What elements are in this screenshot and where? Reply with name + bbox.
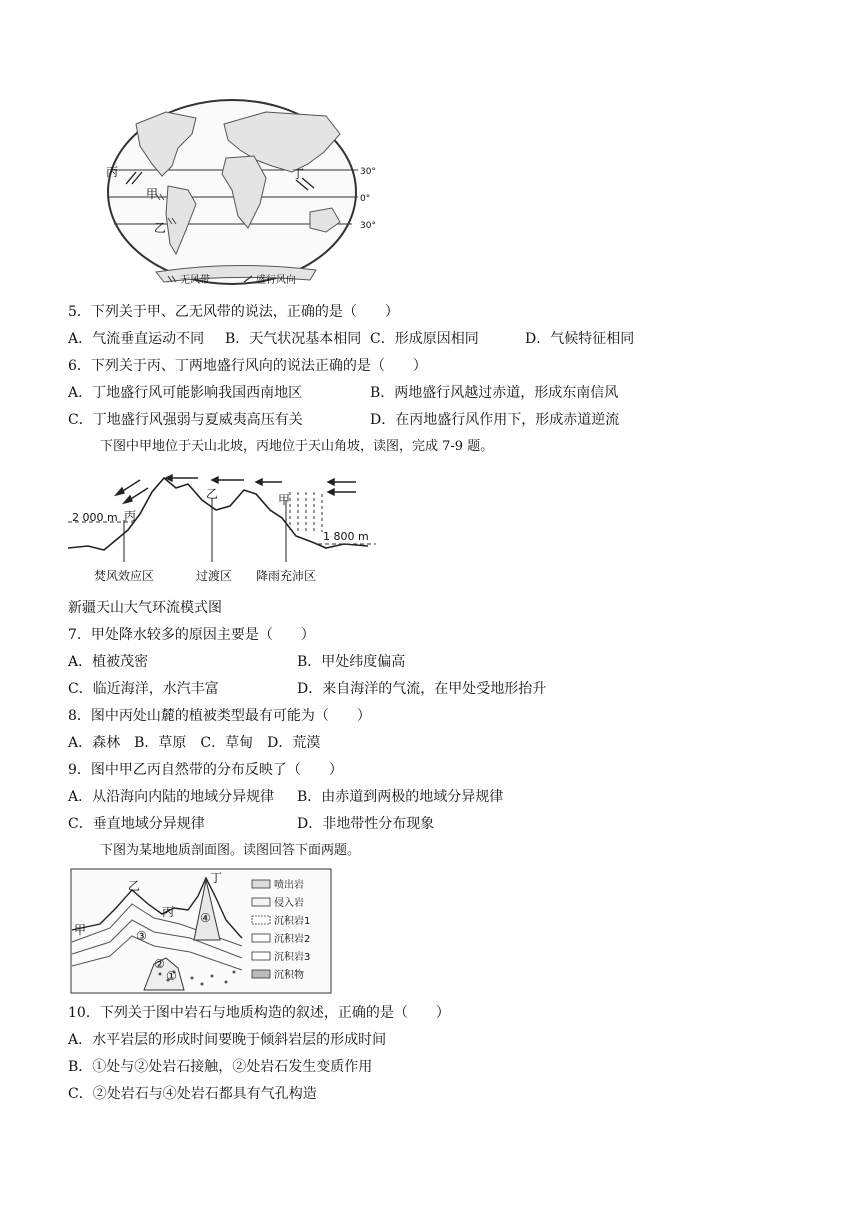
lat-label-n30: 30° (360, 167, 376, 177)
zone-rain-label: 降雨充沛区 (256, 569, 317, 583)
q9-option-c: C．垂直地域分异规律 (68, 816, 205, 832)
q10-option-c: C．②处岩石与④处岩石都具有气孔构造 (68, 1086, 317, 1102)
q9-option-a: A．从沿海向内陆的地域分异规律 (68, 789, 275, 805)
q5-option-a: A．气流垂直运动不同 (68, 331, 205, 347)
legend-item-3: 沉积岩2 (274, 934, 311, 945)
zone-transition-label: 过渡区 (196, 569, 233, 583)
q10-option-a: A．水平岩层的形成时间要晚于倾斜岩层的形成时间 (68, 1032, 387, 1048)
legend-item-2: 沉积岩1 (274, 916, 311, 927)
label-bing: 丙 (106, 165, 119, 179)
q6-option-d: D．在丙地盛行风作用下，形成赤道逆流 (370, 412, 620, 428)
q6-option-a: A．丁地盛行风可能影响我国西南地区 (68, 385, 303, 401)
q5-option-d: D．气候特征相同 (525, 331, 635, 347)
rain-marks (290, 492, 322, 534)
label-n1: ① (166, 969, 177, 983)
legend-item-0: 喷出岩 (274, 880, 304, 891)
q8-stem: 8．图中丙处山麓的植被类型最有可能为（ ） (68, 708, 371, 724)
label-n2: ② (154, 957, 165, 971)
q7-option-c: C．临近海洋，水汽丰富 (68, 681, 219, 697)
q10-option-b: B．①处与②处岩石接触，②处岩石发生变质作用 (68, 1059, 373, 1075)
tianshan-profile-figure (68, 470, 378, 586)
label-yi: 乙 (128, 879, 141, 893)
legend-item-4: 沉积岩3 (274, 952, 311, 963)
q9-option-d: D．非地带性分布现象 (297, 816, 435, 832)
q7-stem: 7．甲处降水较多的原因主要是（ ） (68, 627, 315, 643)
q7-option-d: D．来自海洋的气流，在甲处受地形抬升 (297, 681, 547, 697)
legend-calm-label: 无风带 (180, 275, 210, 286)
q10-stem: 10．下列关于图中岩石与地质构造的叙述，正确的是（ ） (68, 1005, 450, 1021)
label-jia: 甲 (146, 187, 159, 201)
q5-stem: 5．下列关于甲、乙无风带的说法，正确的是（ ） (68, 304, 399, 320)
q8-options: A．森林 B．草原 C．草甸 D．荒漠 (68, 735, 321, 751)
label-ding: 丁 (210, 871, 223, 885)
world-wind-map (96, 94, 386, 294)
q7-option-a: A．植被茂密 (68, 654, 149, 670)
alt-1800-label: 1 800 m (323, 530, 369, 543)
label-jia: 甲 (74, 923, 87, 937)
label-bing: 丙 (162, 905, 175, 919)
fig2-caption: 新疆天山大气环流模式图 (68, 600, 222, 616)
q5-option-b: B．天气状况基本相同 (225, 331, 362, 347)
q6-option-c: C．丁地盛行风强弱与夏威夷高压有关 (68, 412, 303, 428)
label-jia: 甲 (278, 493, 291, 507)
q9-option-b: B．由赤道到两极的地域分异规律 (297, 789, 504, 805)
intro-questions-7-9: 下图中甲地位于天山北坡，丙地位于天山角坡，读图，完成 7-9 题。 (100, 439, 494, 454)
legend-item-5: 沉积物 (274, 970, 304, 981)
alt-2000-label: 2 000 m (72, 511, 118, 524)
lat-label-s30: 30° (360, 221, 376, 231)
legend-wind-label: 盛行风向 (256, 275, 296, 286)
label-n4: ④ (200, 911, 211, 925)
q6-stem: 6．下列关于丙、丁两地盛行风向的说法正确的是（ ） (68, 358, 427, 374)
label-bing: 丙 (124, 509, 137, 523)
geological-section-figure (70, 868, 332, 994)
q7-option-b: B．甲处纬度偏高 (297, 654, 406, 670)
legend-item-1: 侵入岩 (274, 898, 304, 909)
q9-stem: 9．图中甲乙丙自然带的分布反映了（ ） (68, 762, 343, 778)
q6-option-b: B．两地盛行风越过赤道，形成东南信风 (370, 385, 619, 401)
intro-questions-10-11: 下图为某地地质剖面图。读图回答下面两题。 (100, 843, 361, 858)
lat-label-0: 0° (360, 194, 371, 204)
label-n3: ③ (136, 929, 147, 943)
label-ding: 丁 (292, 167, 305, 181)
label-yi: 乙 (154, 221, 167, 235)
q5-option-c: C．形成原因相同 (370, 331, 479, 347)
zone-foehn-label: 焚风效应区 (94, 569, 155, 583)
label-yi: 乙 (206, 487, 219, 501)
